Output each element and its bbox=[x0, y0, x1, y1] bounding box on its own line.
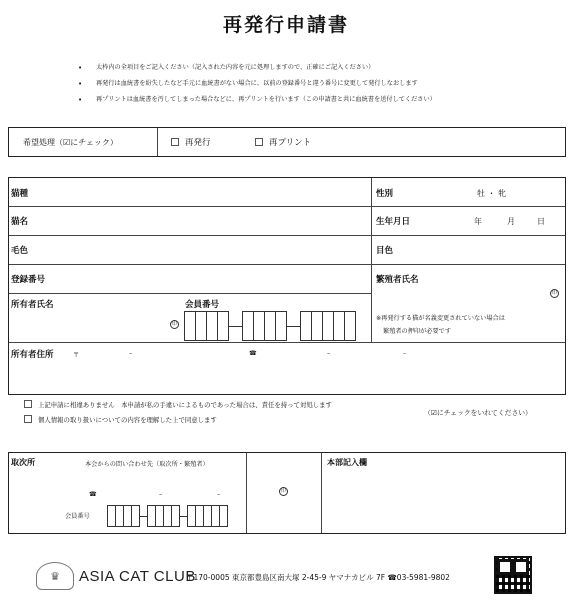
birth-day-unit: 日 bbox=[537, 217, 545, 226]
breeder-note: ※再発行する猫が名義変更されていない場合は bbox=[376, 315, 505, 322]
application-form bbox=[8, 177, 566, 395]
agent-member-label: 会員番号 bbox=[65, 513, 90, 520]
club-logo bbox=[36, 562, 196, 590]
eye-color-label: 目色 bbox=[376, 246, 394, 256]
cat-name-label: 猫名 bbox=[11, 217, 29, 227]
club-name: ASIA CAT CLUB bbox=[79, 567, 196, 585]
agent-label: 取次所 bbox=[11, 458, 35, 467]
declaration-checkbox[interactable] bbox=[24, 400, 32, 408]
agent-member-number-boxes[interactable] bbox=[108, 505, 228, 527]
breeder-note: 繁殖者の押印が必要です bbox=[383, 328, 452, 335]
birth-label: 生年月日 bbox=[376, 217, 411, 227]
breed-label: 猫種 bbox=[11, 189, 29, 199]
privacy-checkbox[interactable] bbox=[24, 415, 32, 423]
breeder-seal-mark: 印 bbox=[551, 290, 557, 296]
cat-emblem-icon: ♛ bbox=[36, 562, 74, 590]
sex-label: 性別 bbox=[376, 189, 394, 199]
phone-icon: ☎ bbox=[249, 350, 257, 357]
club-address: 〒170-0005 東京都豊島区南大塚 2-45-9 ヤマナカビル 7F ☎03-5981-9802 bbox=[186, 573, 450, 582]
instruction-item: • 太枠内の全項目をご記入ください（記入された内容を元に処理しますので、正確にご記入ください） bbox=[78, 60, 548, 76]
dash-text: – bbox=[403, 350, 407, 357]
instruction-list bbox=[78, 60, 548, 108]
coat-color-label: 毛色 bbox=[11, 246, 29, 256]
phone-icon: ☎ bbox=[89, 491, 97, 498]
agent-seal-mark: 印 bbox=[280, 488, 286, 494]
reissue-label: 再発行 bbox=[185, 138, 211, 148]
member-number-label: 会員番号 bbox=[185, 300, 220, 310]
office-use-label: 本部記入欄 bbox=[327, 458, 367, 467]
owner-name-label: 所有者氏名 bbox=[11, 300, 54, 310]
owner-address-label: 所有者住所 bbox=[11, 350, 54, 360]
reprint-label: 再プリント bbox=[269, 138, 312, 148]
agent-section bbox=[8, 452, 566, 534]
dash-text: – bbox=[129, 350, 133, 357]
postal-icon: 〒 bbox=[73, 352, 80, 359]
process-selection-box bbox=[8, 127, 566, 157]
declaration-text: 上記申請に相違ありません 本申請が私の手違いによるものであった場合は、責任を持って対処します bbox=[38, 401, 332, 409]
qr-code-icon bbox=[494, 556, 532, 594]
member-number-boxes[interactable] bbox=[185, 311, 356, 341]
owner-seal-mark: 印 bbox=[171, 321, 177, 327]
registration-number-label: 登録番号 bbox=[11, 275, 46, 285]
breeder-name-label: 繁殖者氏名 bbox=[376, 275, 419, 285]
dash-text: – bbox=[327, 350, 331, 357]
privacy-text: 個人情報の取り扱いについての内容を理解した上で同意します bbox=[38, 416, 217, 424]
instruction-item: • 再発行は血統書を紛失したなど手元に血統書がない場合に、以前の登録番号と違う番号に変更して発行しなおします bbox=[78, 76, 548, 92]
process-label: 希望処理（☑にチェック） bbox=[23, 138, 118, 147]
check-hint: （☑にチェックをいれてください） bbox=[424, 409, 532, 417]
instruction-item: • 再プリントは血統書を汚してしまった場合などに、再プリントを行います（この申請書と共に血統書を送付してください） bbox=[78, 92, 548, 108]
reprint-checkbox[interactable] bbox=[255, 138, 263, 146]
reissue-checkbox[interactable] bbox=[171, 138, 179, 146]
dash-text: – bbox=[217, 491, 221, 498]
contact-label: 本会からの問い合わせ先（取次所・繁殖者） bbox=[85, 461, 209, 468]
page-title: 再発行申請書 bbox=[222, 14, 349, 36]
sex-options[interactable]: 牡 ・ 牝 bbox=[477, 189, 507, 198]
birth-year-unit: 年 bbox=[474, 217, 482, 226]
birth-month-unit: 月 bbox=[507, 217, 515, 226]
dash-text: – bbox=[159, 491, 163, 498]
